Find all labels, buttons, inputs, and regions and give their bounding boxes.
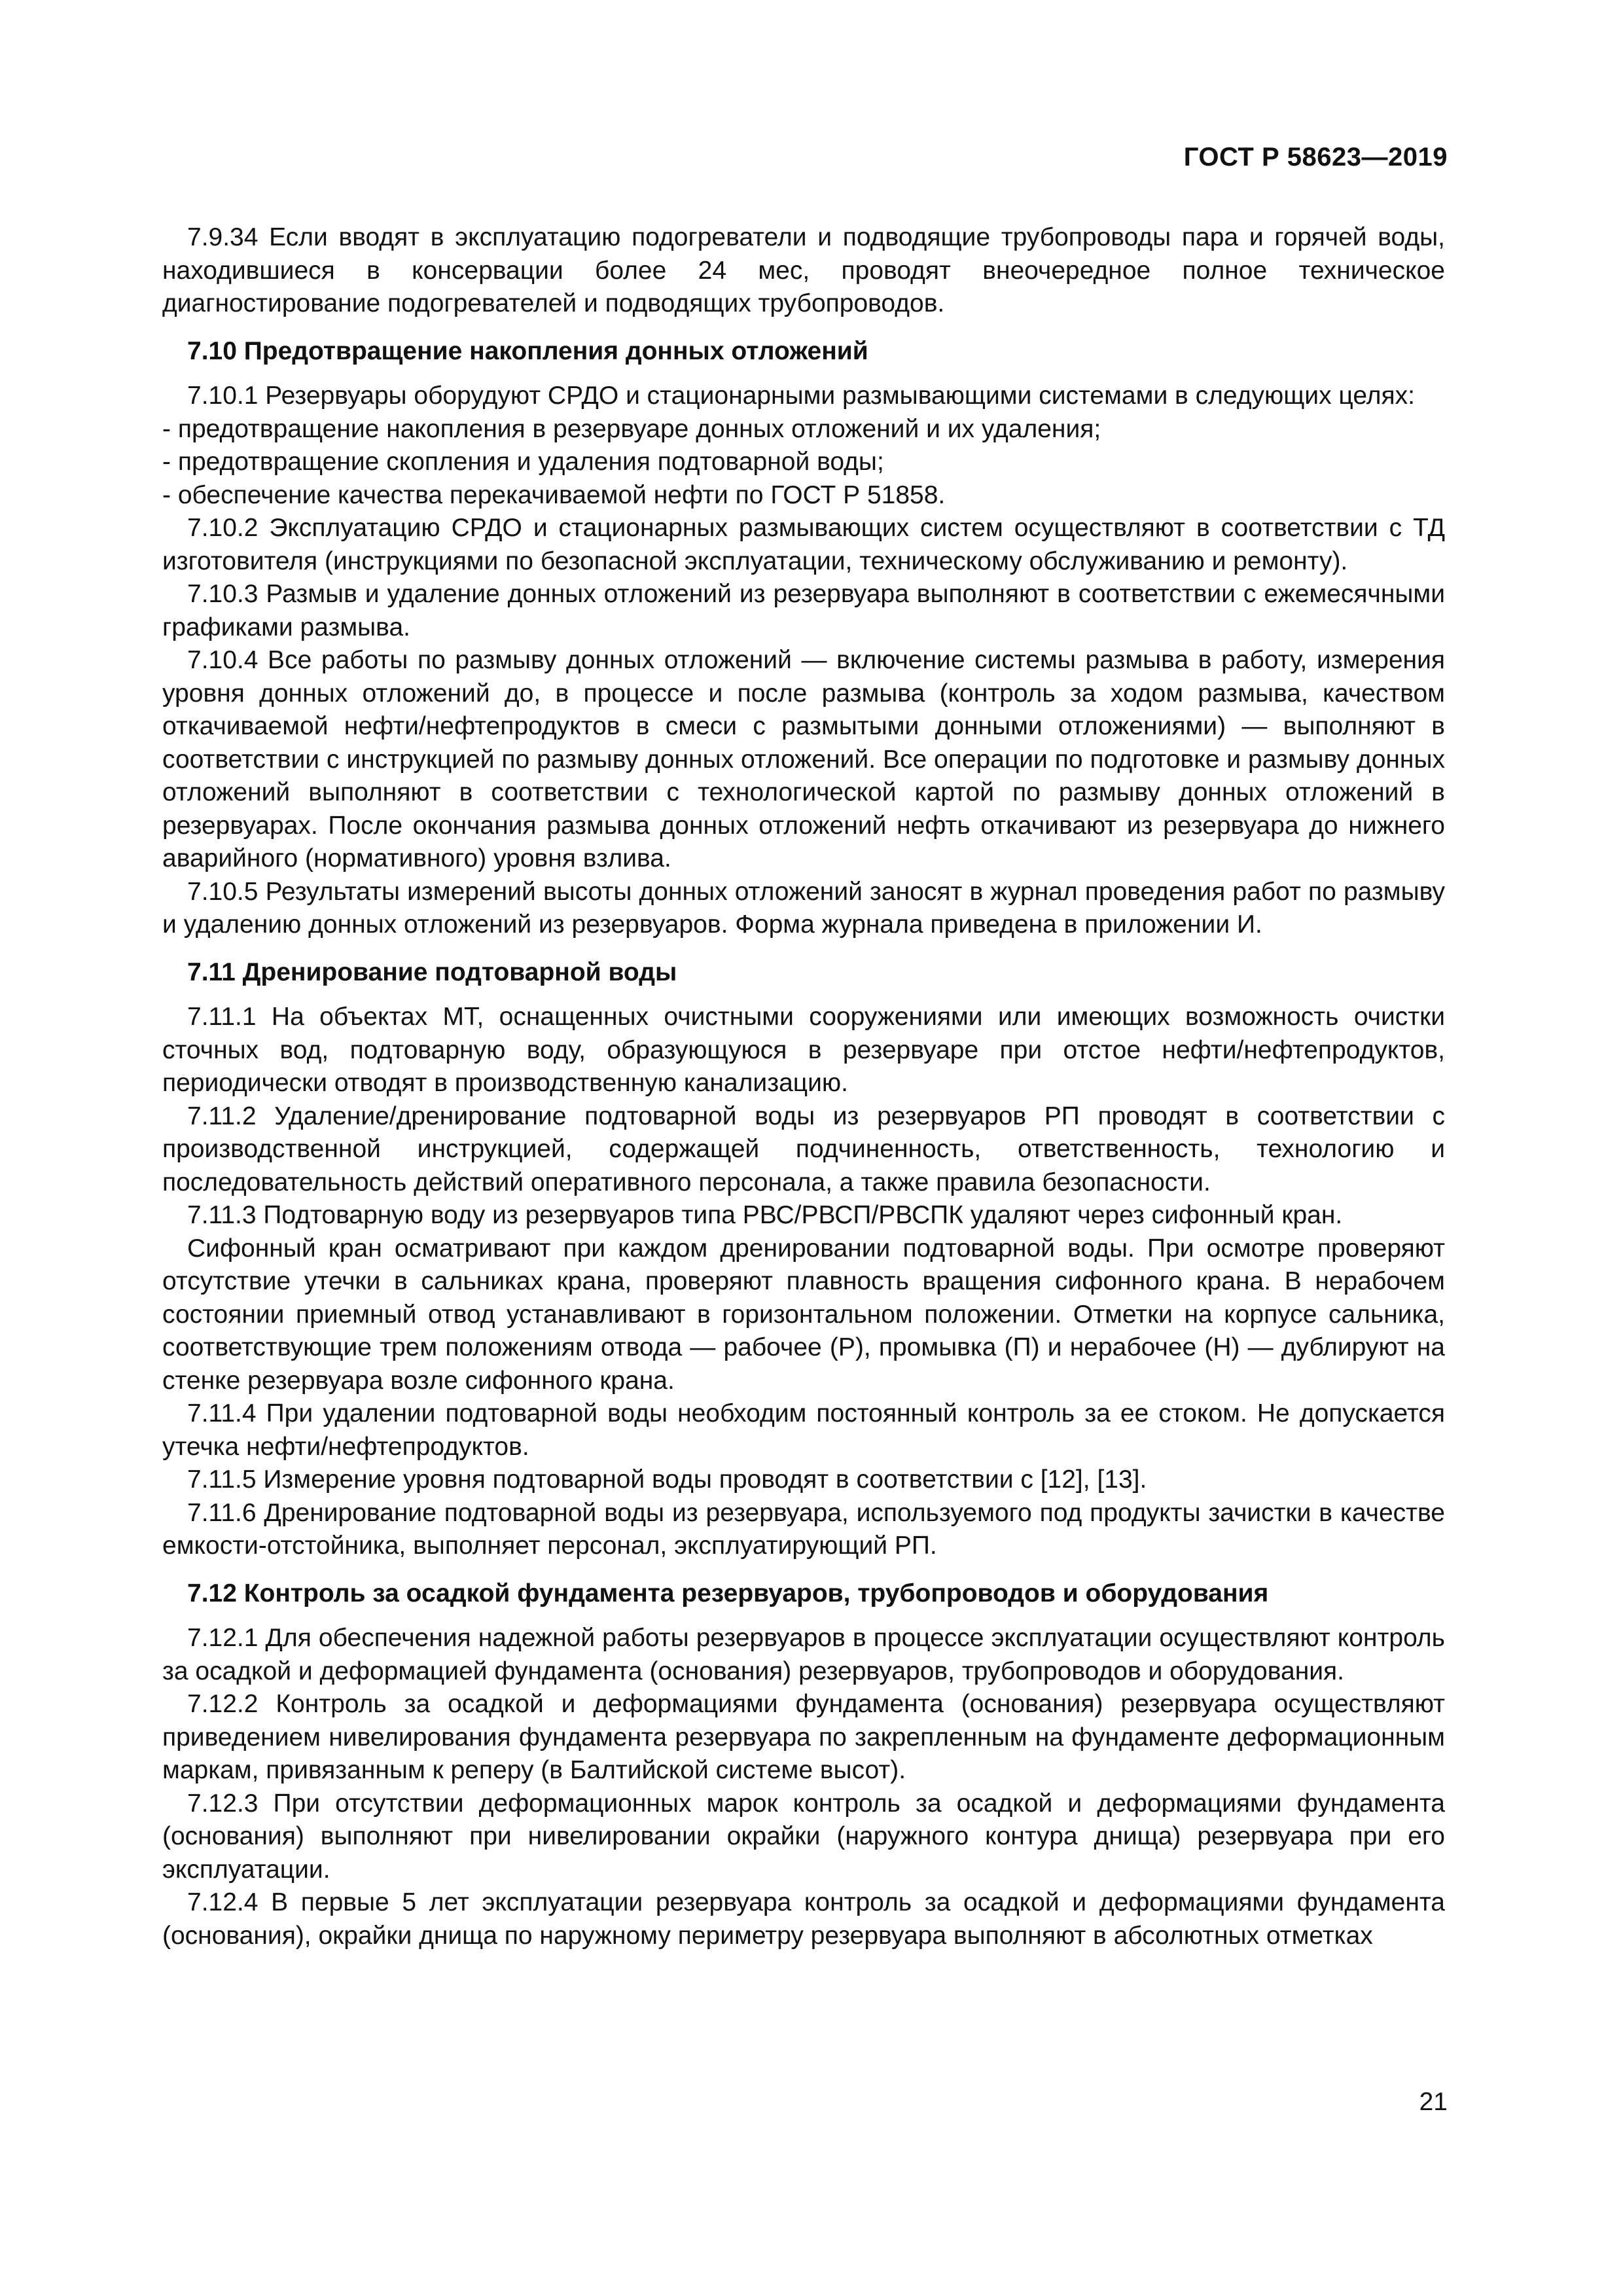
paragraph: 7.12.1 Для обеспечения надежной работы резервуаров в процессе эксплуатации осуществляют контроль за осадкой и деформацией фундамента (основания) резервуаров, трубопроводов и оборудования. [162,1624,1445,1685]
paragraph: 7.10.1 Резервуары оборудуют СРДО и стационарными размывающими системами в следующих целях: [187,382,1415,410]
section-heading: 7.12 Контроль за осадкой фундамента резервуаров, трубопроводов и оборудования [187,1579,1269,1607]
section-heading: 7.10 Предотвращение накопления донных отложений [187,336,868,365]
list-item: - предотвращение скопления и удаления подтоварной воды; [162,446,1445,479]
paragraph: 7.11.6 Дренирование подтоварной воды из резервуара, используемого под продукты зачистки в качестве емкости-отстойника, выполняет персонал, эксплуатирующий РП. [162,1498,1445,1560]
paragraph: 7.9.34 Если вводят в эксплуатацию подогреватели и подводящие трубопроводы пара и горячей воды, находившиеся в консервации более 24 мес, проводят внеочередное полное техническое диагностирование подогревателей и подводящих трубопроводов. [162,223,1445,317]
paragraph: 7.10.4 Все работы по размыву донных отложений — включение системы размыва в работу, измерения уровня донных отложений до, в процессе и после размыва (контроль за ходом размыва, качеством откачиваемой нефти/нефтепродуктов в смеси с размытыми донными отложениями) — выполняют в соответствии с инструкцией по размыву донных отложений. Все операции по подготовке и размыву донных отложений выполняют в соответствии с технологической картой по размыву донных отложений в резервуарах. После окончания размыва донных отложений нефть откачивают из резервуара до нижнего аварийного (нормативного) уровня взлива. [162,646,1445,872]
paragraph: 7.10.3 Размыв и удаление донных отложений из резервуара выполняют в соответствии с ежемесячными графиками размыва. [162,580,1445,641]
paragraph: 7.12.4 В первые 5 лет эксплуатации резервуара контроль за осадкой и деформациями фундамента (основания), окрайки днища по наружному периметру резервуара выполняют в абсолютных отметках [162,1888,1445,1950]
paragraph: 7.12.3 При отсутствии деформационных марок контроль за осадкой и деформациями фундамента (основания) выполняют при нивелировании окрайки (наружного контура днища) резервуара при его эксплуатации. [162,1789,1445,1884]
paragraph: 7.11.3 Подтоварную воду из резервуаров типа РВС/РВСП/РВСПК удаляют через сифонный кран. [187,1201,1343,1229]
paragraph: 7.11.4 При удалении подтоварной воды необходим постоянный контроль за ее стоком. Не допускается утечка нефти/нефтепродуктов. [162,1399,1445,1461]
paragraph: 7.10.2 Эксплуатацию СРДО и стационарных размывающих систем осуществляют в соответствии с ТД изготовителя (инструкциями по безопасной эксплуатации, техническому обслуживанию и ремонту). [162,514,1445,575]
paragraph: 7.12.2 Контроль за осадкой и деформациями фундамента (основания) резервуара осуществляют приведением нивелирования фундамента резервуара по закрепленным на фундаменте деформационным маркам, привязанным к реперу (в Балтийской системе высот). [162,1690,1445,1784]
list-item: - предотвращение накопления в резервуаре донных отложений и их удаления; [162,413,1445,446]
paragraph: 7.11.2 Удаление/дренирование подтоварной воды из резервуаров РП проводят в соответствии с производственной инструкцией, содержащей подчиненность, ответственность, технологию и последовательность действий оперативного персонала, а также правила безопасности. [162,1102,1445,1196]
document-header: ГОСТ Р 58623—2019 [1183,143,1448,171]
paragraph: 7.10.5 Результаты измерений высоты донных отложений заносят в журнал проведения работ по размыву и удалению донных отложений из резервуаров. Форма журнала приведена в приложении И. [162,877,1445,939]
document-body [162,221,1445,1952]
paragraph: 7.11.5 Измерение уровня подтоварной воды проводят в соответствии с [12], [13]. [187,1465,1147,1494]
list-item: - обеспечение качества перекачиваемой нефти по ГОСТ Р 51858. [162,479,1445,512]
paragraph: 7.11.1 На объектах МТ, оснащенных очистными сооружениями или имеющих возможность очистки сточных вод, подтоварную воду, образующуюся в резервуаре при отстое нефти/нефтепродуктов, периодически отводят в производственную канализацию. [162,1003,1445,1097]
page-number: 21 [1419,2088,1448,2116]
paragraph: Сифонный кран осматривают при каждом дренировании подтоварной воды. При осмотре проверяют отсутствие утечки в сальниках крана, проверяют плавность вращения сифонного крана. В нерабочем состоянии приемный отвод устанавливают в горизонтальном положении. Отметки на корпусе сальника, соответствующие трем положениям отвода — рабочее (Р), промывка (П) и нерабочее (Н) — дублируют на стенке резервуара возле сифонного крана. [162,1234,1445,1395]
section-heading: 7.11 Дренирование подтоварной воды [187,958,677,986]
